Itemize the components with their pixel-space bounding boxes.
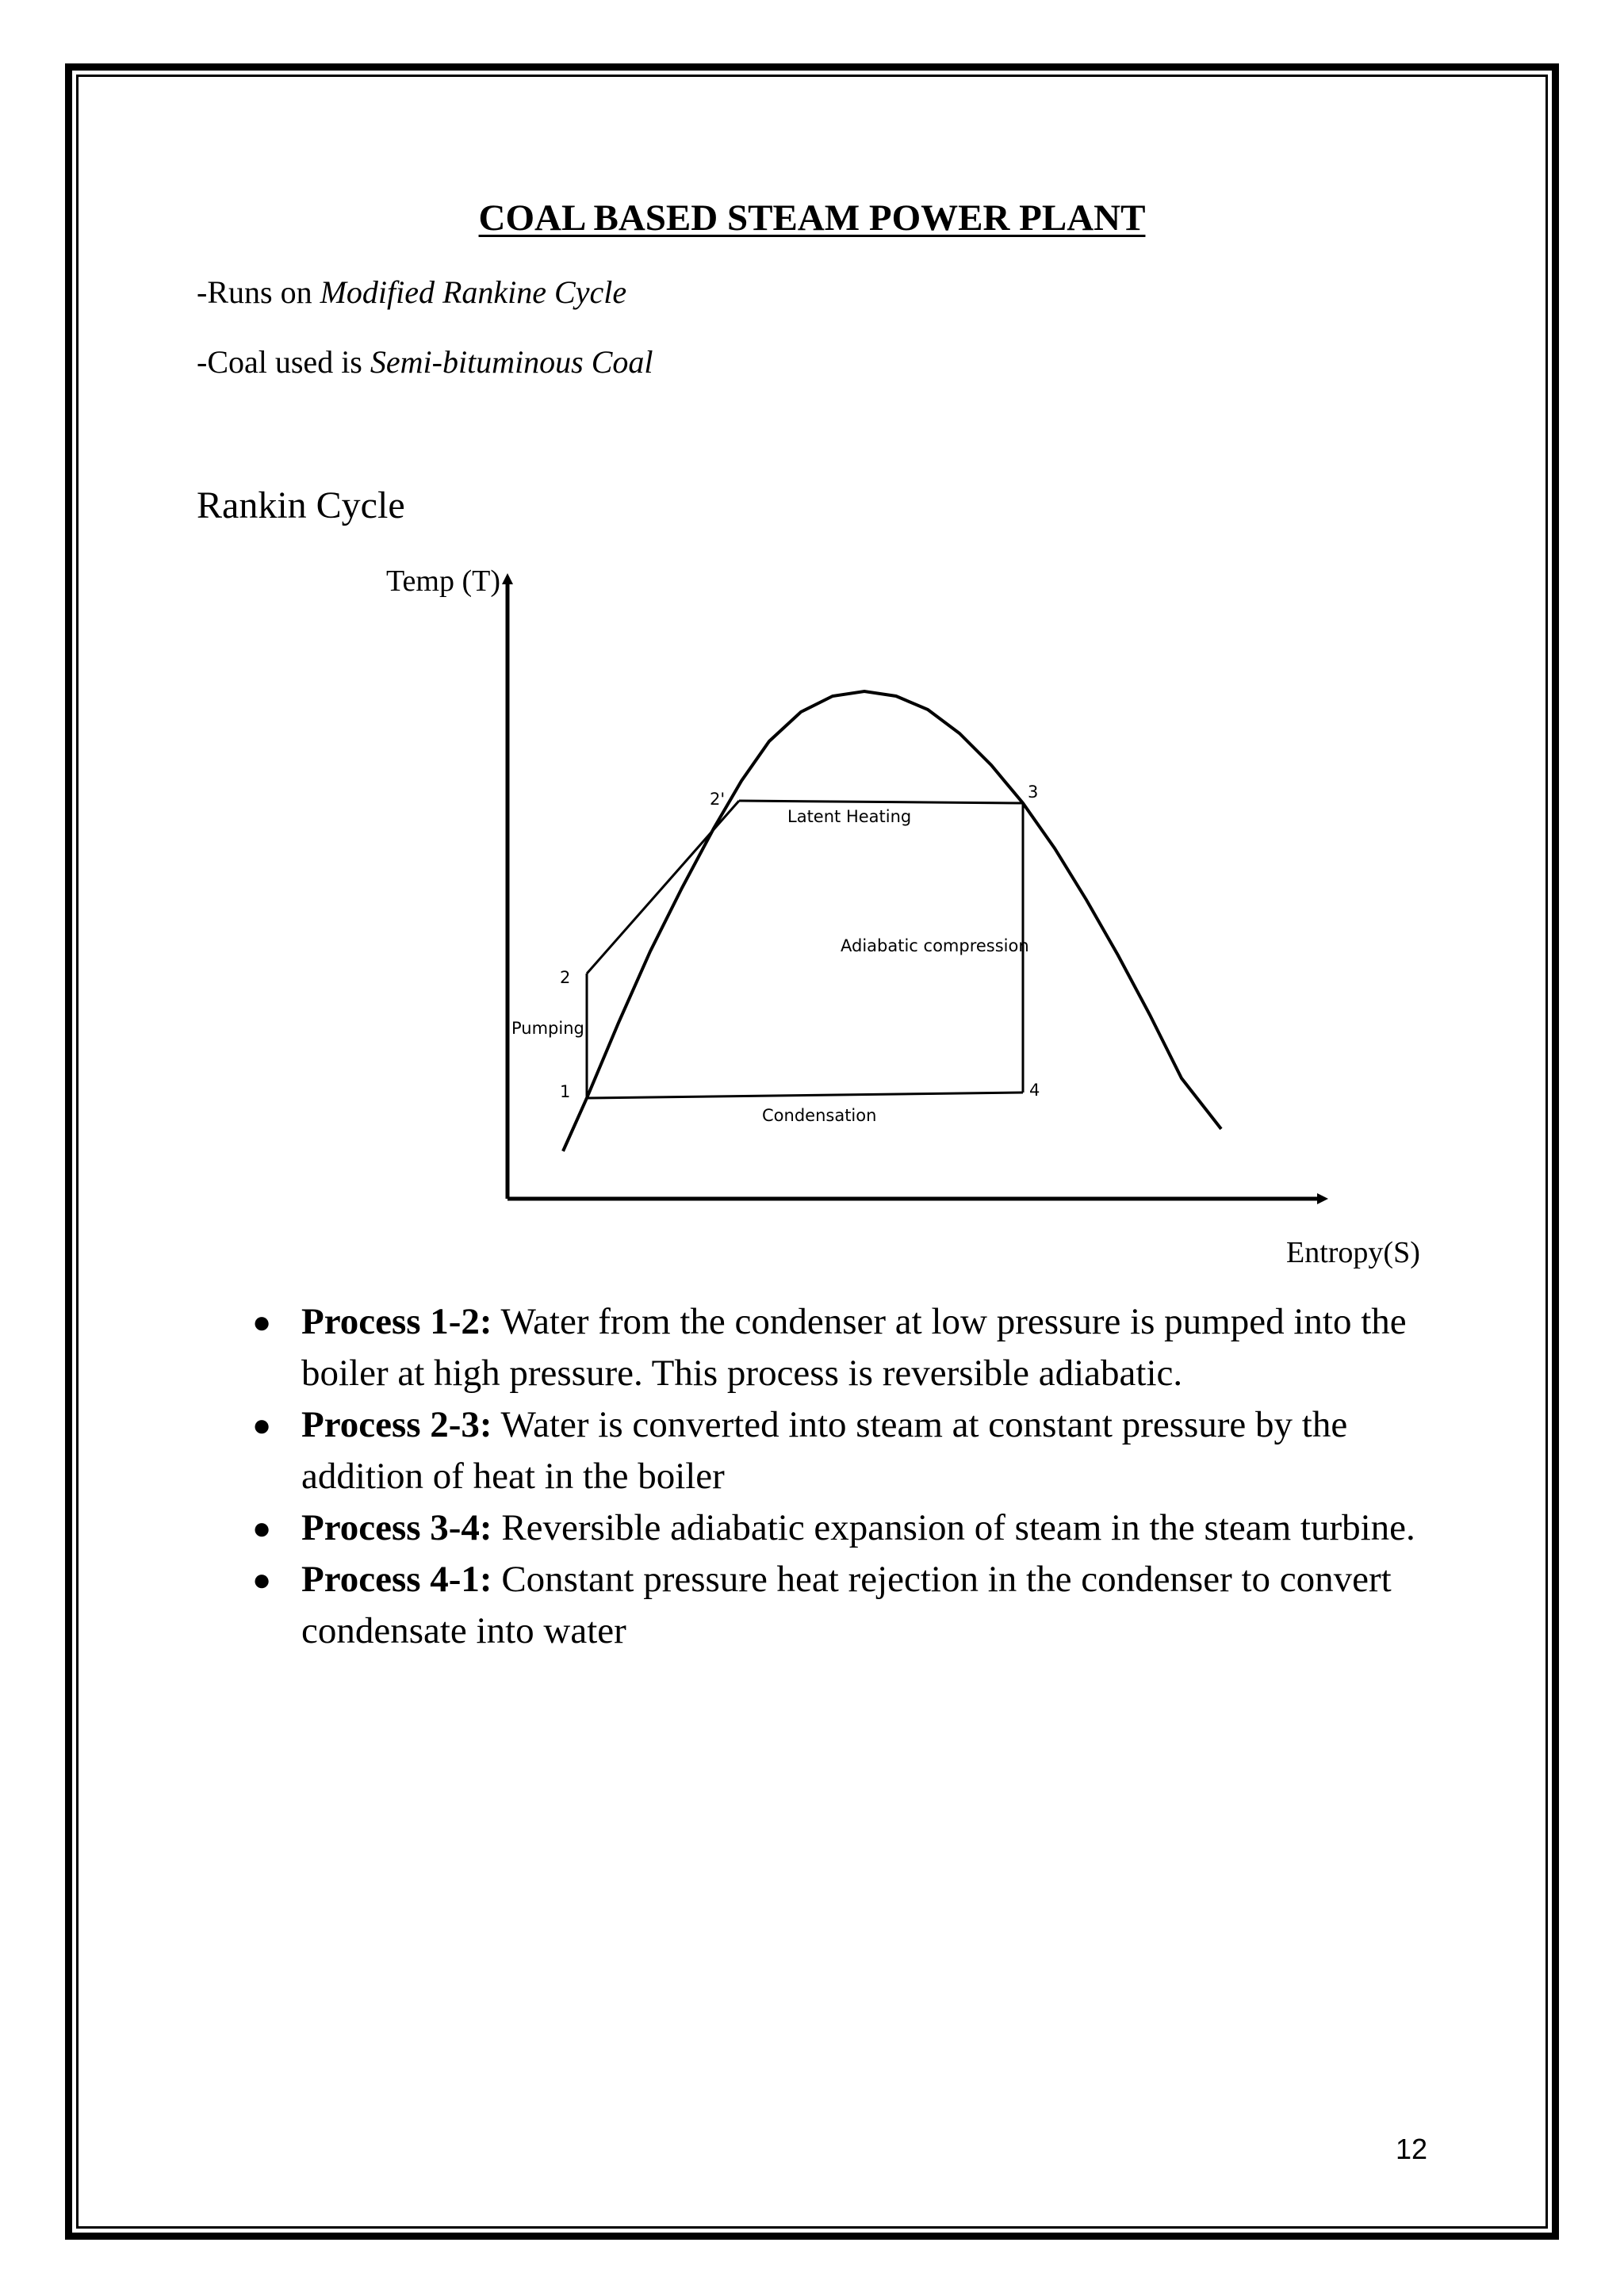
saturation-dome-curve [563, 691, 1221, 1151]
process-label: Process 1-2: [301, 1301, 492, 1342]
bullet-icon: ● [252, 1510, 272, 1546]
process-text: Water is converted into steam at constant pressure by the addition of heat in the boiler [301, 1404, 1348, 1497]
bullet-icon: ● [252, 1562, 272, 1598]
y-axis-label: Temp (T) [386, 564, 501, 598]
process-line-condensation [587, 1093, 1023, 1098]
process-text: Water from the condenser at low pressure is pumped into the boiler at high pressure. This process is reversible adiabatic. [301, 1301, 1407, 1394]
page-number: 12 [1396, 2133, 1428, 2165]
x-axis-label: Entropy(S) [1286, 1236, 1420, 1269]
intro-line-coal-prefix: -Coal used is [197, 344, 370, 380]
process-label-latent-heating: Latent Heating [787, 807, 912, 826]
list-item [0, 1399, 1451, 1502]
process-list [0, 1296, 1624, 1657]
page-title: COAL BASED STEAM POWER PLANT [478, 197, 1146, 239]
process-label-condensation: Condensation [762, 1106, 877, 1125]
point-label-2: 2 [560, 968, 571, 987]
section-heading: Rankin Cycle [197, 484, 405, 526]
point-label-2prime: 2' [710, 790, 726, 809]
bullet-icon: ● [252, 1304, 272, 1340]
point-label-4: 4 [1029, 1081, 1040, 1100]
process-label-pumping: Pumping [511, 1019, 584, 1038]
process-label: Process 3-4: [301, 1507, 492, 1548]
process-label: Process 2-3: [301, 1404, 492, 1445]
point-label-1: 1 [560, 1082, 571, 1101]
intro-line-cycle-prefix: -Runs on [197, 274, 320, 310]
point-label-3: 3 [1028, 783, 1039, 802]
list-item [0, 1296, 1451, 1399]
bullet-icon: ● [252, 1407, 272, 1443]
list-item [0, 1554, 1451, 1657]
intro-line-coal-emphasis: Semi-bituminous Coal [370, 344, 653, 380]
process-line-sensible-heating [587, 801, 739, 974]
process-label: Process 4-1: [301, 1559, 492, 1600]
process-line-latent-heating [739, 801, 1023, 803]
intro-line-cycle-emphasis: Modified Rankine Cycle [320, 274, 627, 310]
process-text: Reversible adiabatic expansion of steam in the steam turbine. [492, 1507, 1415, 1548]
process-text: Constant pressure heat rejection in the condenser to convert condensate into water [301, 1559, 1392, 1651]
list-item [0, 1502, 1451, 1554]
process-label-adiabatic-compression: Adiabatic compression [841, 936, 1029, 955]
